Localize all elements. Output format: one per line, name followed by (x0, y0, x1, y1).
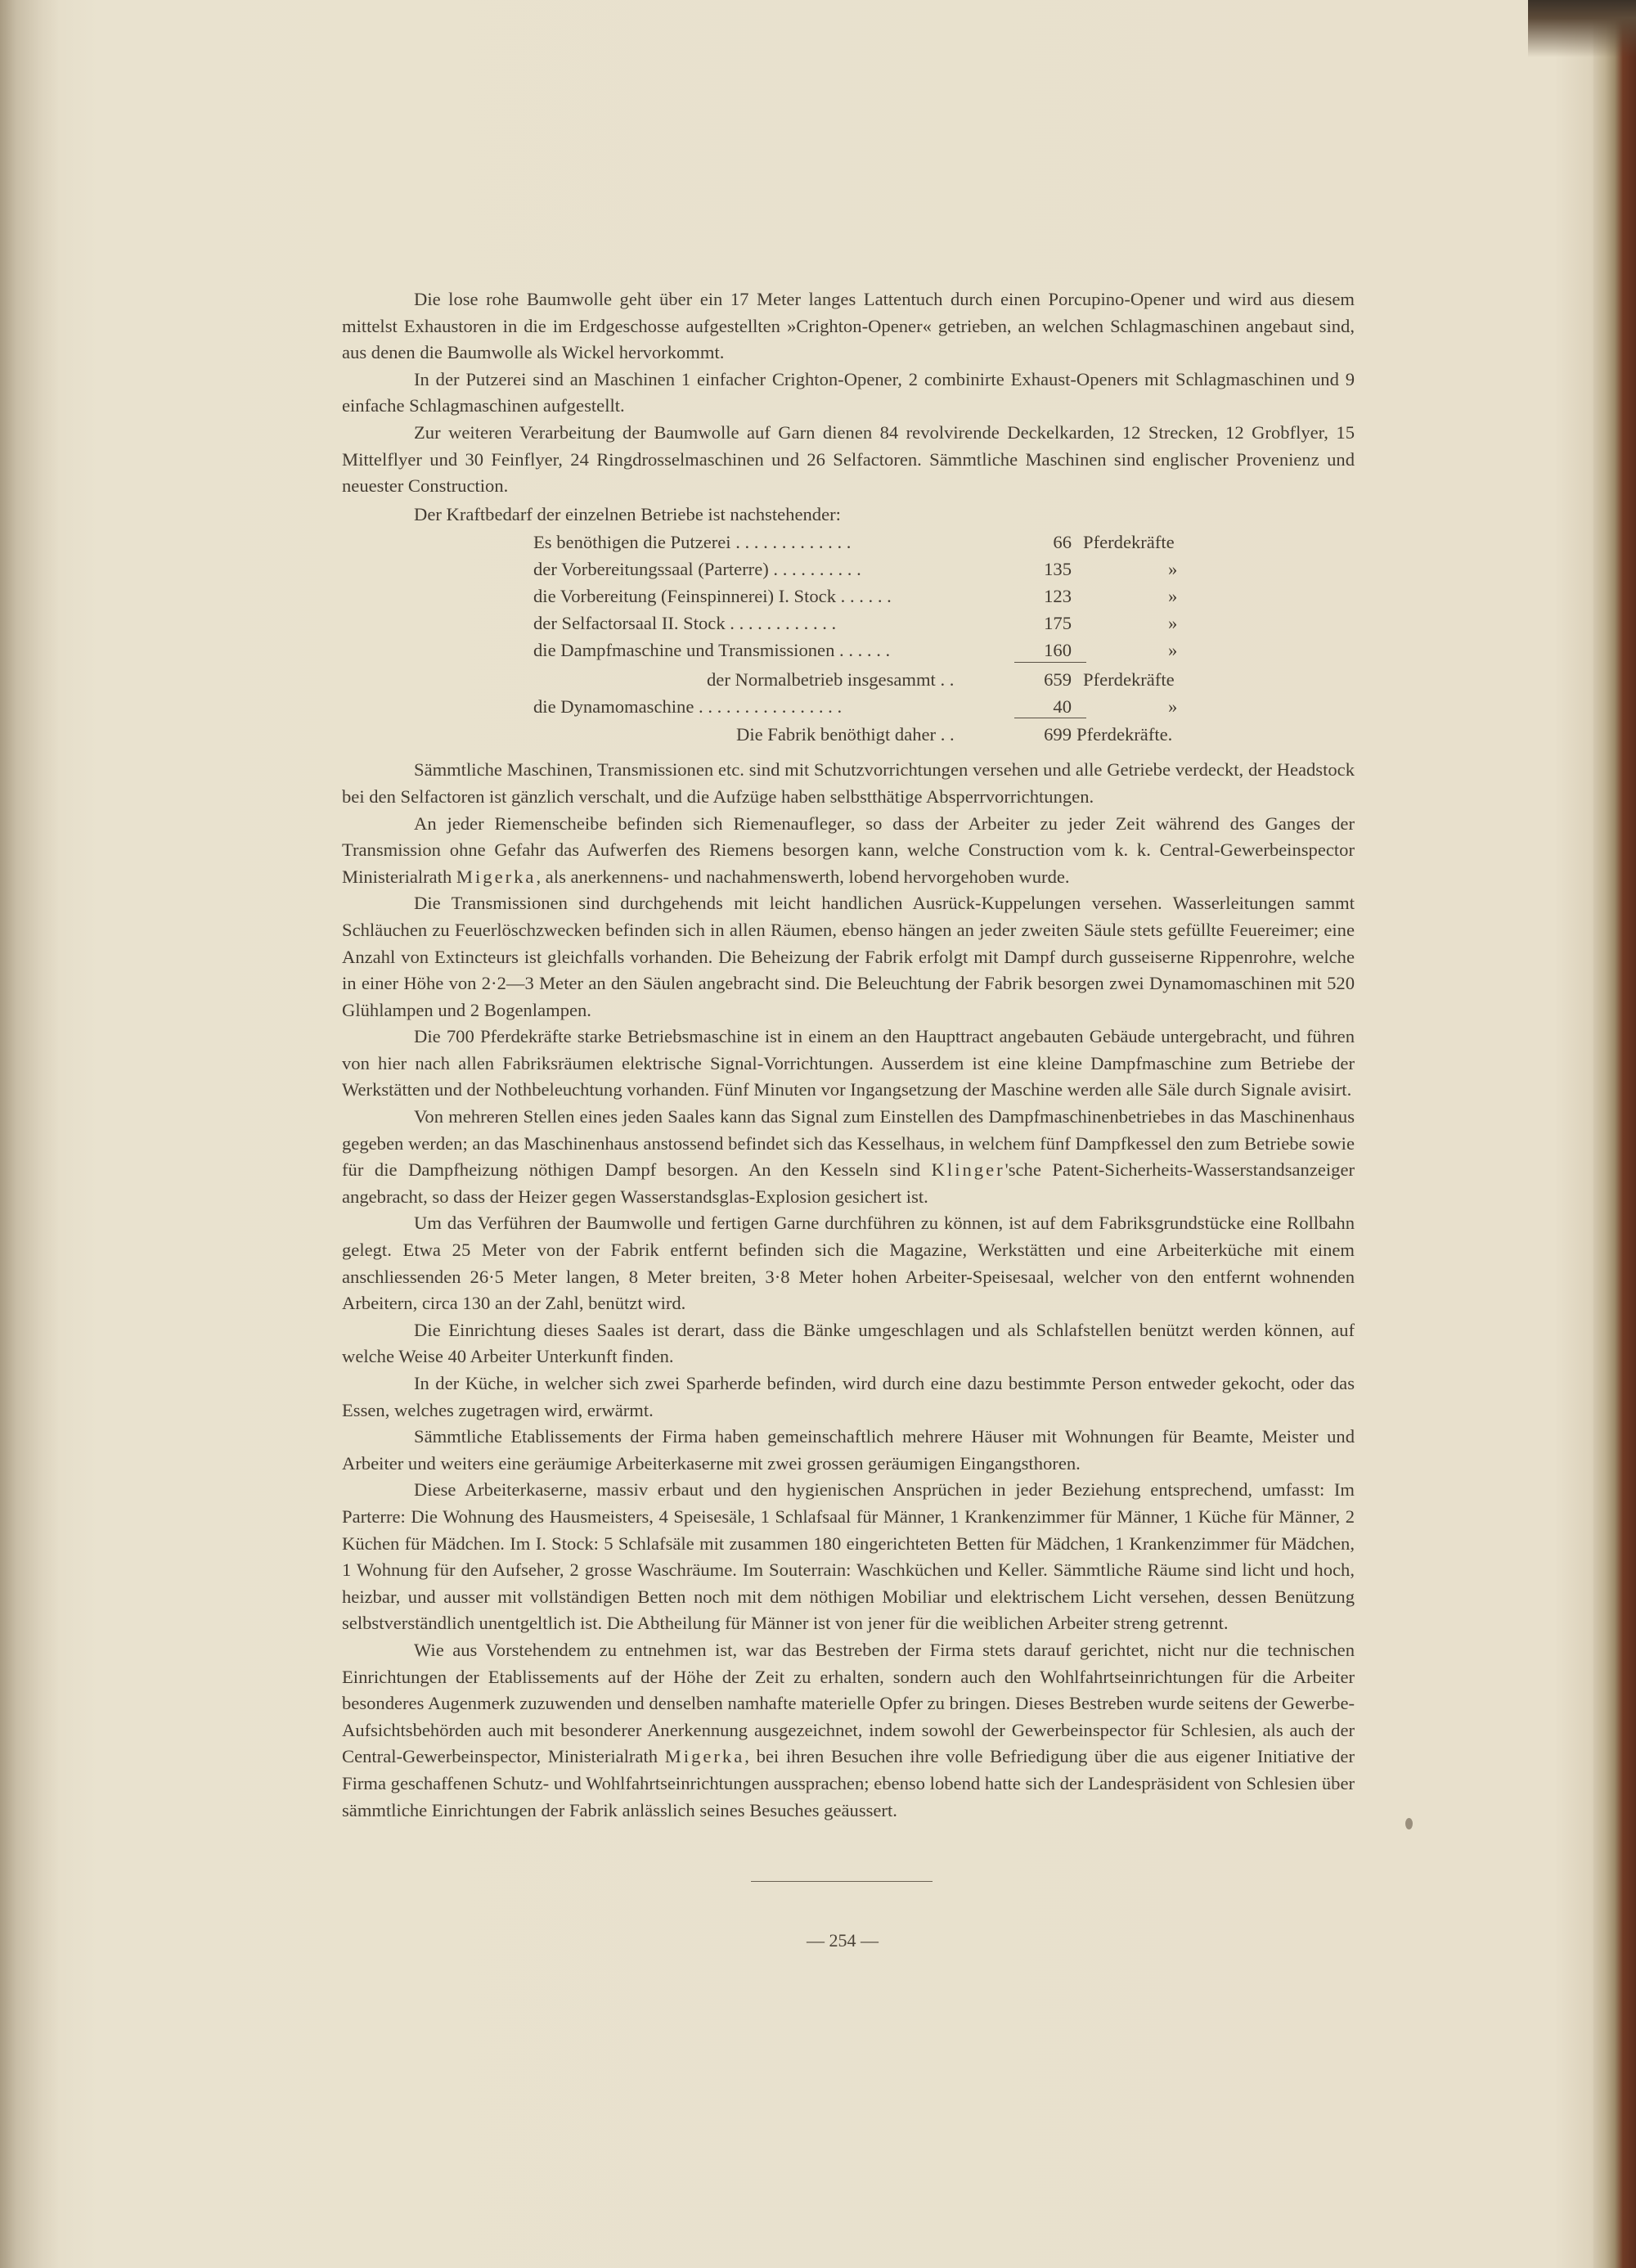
subtotal-rule (1014, 662, 1086, 663)
paragraph-belts: An jeder Riemenscheibe befinden sich Riemenaufleger, so dass der Arbeiter zu jeder Zeit während des Ganges der Transmission ohne Gefahr das Aufwerfen des Riemens besorgen kann, welche Construction vom k. k. Central-Gewerbeinspector Ministerialrath Migerka, als anerkennens- und nachahmenswerth, lobend hervorgehoben wurde. (342, 812, 1355, 887)
paragraph-transmissions: Die Transmissionen sind durchgehends mit leicht handlichen Ausrück-Kuppelungen versehen. Wasserleitungen sammt Schläuchen zu Feuerlöschzwecken befinden sich in allen Räumen, ebenso hängen an jeder zweiten Säule stets gefüllte Feuereimer; eine Anzahl von Extincteurs ist gleichfalls vorhanden. Die Beheizung der Fabrik erfolgt mit Dampf durch gusseiserne Rippenrohre, welche in einer Höhe von 2·2—3 Meter an den Säulen angebracht sind. Die Beleuchtung der Fabrik besorgen zwei Dynamomaschinen mit 520 Glühlampen und 2 Bogenlampen. (342, 893, 1355, 1020)
binding-gutter (0, 0, 59, 2268)
name-migerka-2: Migerka (664, 1746, 745, 1767)
name-migerka: Migerka (456, 866, 537, 887)
name-klinger: Klinger (931, 1159, 1005, 1181)
paragraph-putzerei: In der Putzerei sind an Maschinen 1 einfacher Crighton-Opener, 2 combinirte Exhaust-Openers mit Schlagmaschinen und 9 einfache Schlagmaschinen aufgestellt. (342, 368, 1355, 416)
power-intro: Der Kraftbedarf der einzelnen Betriebe ist nachstehender: (414, 503, 841, 524)
power-row: der Vorbereitungssaal (Parterre) . . . . . . . . . . 135 » (533, 559, 1178, 580)
power-total: Die Fabrik benöthigt daher . . 699 Pferdekräfte. (736, 724, 1173, 745)
paragraph-engine: Die 700 Pferdekräfte starke Betriebsmaschine ist in einem an den Haupttract angebauten Gebäude untergebracht, und führen von hier nach allen Fabriksräumen elektrische Signal-Vorrichtungen. Ausserdem ist eine kleine Dampfmaschine zum Betriebe der Werkstätten und der Nothbeleuchtung vorhanden. Fünf Minuten vor Ingangsetzung der Maschine werden alle Säle durch Signale avisirt. (342, 1026, 1355, 1100)
page-corner-shadow (1528, 0, 1636, 57)
paragraph-cotton-opener: Die lose rohe Baumwolle geht über ein 17 Meter langes Lattentuch durch einen Porcupino-Opener und wird aus diesem mittelst Exhaustoren in die im Erdgeschosse aufgestellten »Crighton-Opener« getrieben, an welchen Schlagmaschinen angebaut sind, aus denen die Baumwolle als Wickel hervorkommt. (342, 289, 1355, 363)
paragraph-barracks: Diese Arbeiterkaserne, massiv erbaut und den hygienischen Ansprüchen in jeder Beziehung entsprechend, umfasst: Im Parterre: Die Wohnung des Hausmeisters, 4 Speisesäle, 1 Schlafsaal für Männer, 1 Krankenzimmer für Männer, 1 Küche für Männer, 2 Küchen für Mädchen. Im I. Stock: 5 Schlafsäle mit zusammen 180 eingerichteten Betten für Mädchen, 1 Krankenzimmer für Mädchen, 1 Wohnung für den Aufseher, 2 grosse Waschräume. Im Souterrain: Waschküchen und Keller. Sämmtliche Räume sind licht und hoch, heizbar, und ausser mit vollständigen Betten noch mit dem nöthigen Mobiliar und elektrischem Licht versehen, dessen Benützung selbstverständlich unentgeltlich ist. Die Abtheilung für Männer ist von jener für die weiblichen Arbeiter streng getrennt. (342, 1479, 1355, 1634)
end-rule (751, 1881, 933, 1882)
paragraph-hall: Die Einrichtung dieses Saales ist derart, dass die Bänke umgeschlagen und als Schlafstellen benützt werden können, auf welche Weise 40 Arbeiter Unterkunft finden. (342, 1319, 1355, 1367)
paragraph-kitchen: In der Küche, in welcher sich zwei Sparherde befinden, wird durch eine dazu bestimmte Person entweder gekocht, oder das Essen, welches zugetragen wird, erwärmt. (342, 1373, 1355, 1420)
ink-smudge (1405, 1818, 1413, 1829)
paragraph-conclusion: Wie aus Vorstehendem zu entnehmen ist, war das Bestreben der Firma stets darauf gerichtet, nicht nur die technischen Einrichtungen der Etablissements auf der Höhe der Zeit zu erhalten, sondern auch den Wohlfahrtseinrichtungen für die Arbeiter besonderes Augenmerk zuzuwenden und denselben namhafte materielle Opfer zu bringen. Dieses Bestreben wurde seitens der Gewerbe-Aufsichtsbehörden auch mit besonderer Anerkennung ausgezeichnet, indem sowohl der Gewerbeinspector für Schlesien, als auch der Central-Gewerbeinspector, Ministerialrath Migerka, bei ihren Besuchen ihre volle Befriedigung über die aus eigener Initiative der Firma geschaffenen Schutz- und Wohlfahrtseinrichtungen aussprachen; ebenso lobend hatte sich der Landespräsident von Schlesien über sämmtliche Einrichtungen der Fabrik anlässlich seines Besuches geäussert. (342, 1639, 1355, 1820)
page-edge-right (1593, 0, 1636, 2268)
power-row: die Dampfmaschine und Transmissionen . . . . . . 160 » (533, 640, 1178, 661)
power-row: der Selfactorsaal II. Stock . . . . . . . . . . . . 175 » (533, 613, 1178, 634)
page-number: — 254 — (807, 1930, 879, 1951)
paragraph-machines: Zur weiteren Verarbeitung der Baumwolle auf Garn dienen 84 revolvirende Deckelkarden, 12 Strecken, 12 Grobflyer, 15 Mittelflyer und 30 Feinflyer, 24 Ringdrosselmaschinen und 26 Selfactoren. Sämmtliche Maschinen sind englischer Provenienz und neuester Construction. (342, 421, 1355, 497)
power-dynamo: die Dynamomaschine . . . . . . . . . . . . . . . . 40 » (533, 696, 1178, 718)
power-table (342, 528, 1355, 744)
power-subtotal: der Normalbetrieb insgesammt . . 659 Pferdekräfte (707, 669, 1175, 691)
power-row: die Vorbereitung (Feinspinnerei) I. Stock . . . . . . 123 » (533, 586, 1178, 607)
paragraph-signals: Von mehreren Stellen eines jeden Saales kann das Signal zum Einstellen des Dampfmaschinenbetriebes in das Maschinenhaus gegeben werden; an das Maschinenhaus anstossend befindet sich das Kesselhaus, in welchem fünf Dampfkessel den zum Betriebe sowie für die Dampfheizung nöthigen Dampf besorgen. An den Kesseln sind Klinger'sche Patent-Sicherheits-Wasserstandsanzeiger angebracht, so dass der Heizer gegen Wasserstandsglas-Explosion gesichert ist. (342, 1106, 1355, 1207)
power-row: Es benöthigen die Putzerei . . . . . . . . . . . . . 66 Pferdekräfte (533, 532, 1175, 553)
paragraph-housing: Sämmtliche Etablissements der Firma haben gemeinschaftlich mehrere Häuser mit Wohnungen für Beamte, Meister und Arbeiter und weiters eine geräumige Arbeiterkaserne mit zwei grossen geräumigen Eingangsthoren. (342, 1426, 1355, 1474)
body-text (342, 286, 1355, 1824)
paragraph-protection: Sämmtliche Maschinen, Transmissionen etc. sind mit Schutzvorrichtungen versehen und alle Getriebe verdeckt, der Headstock bei den Selfactoren ist gänzlich verschalt, und die Aufzüge haben selbstthätige Absperrvorrichtungen. (342, 759, 1355, 807)
paragraph-railway: Um das Verführen der Baumwolle und fertigen Garne durchführen zu können, ist auf dem Fabriksgrundstücke eine Rollbahn gelegt. Etwa 25 Meter von der Fabrik entfernt befinden sich die Magazine, Werkstätten und eine Arbeiterküche mit einem anschliessenden 26·5 Meter langen, 8 Meter breiten, 3·8 Meter hohen Arbeiter-Speisesaal, welcher von den entfernt wohnenden Arbeitern, circa 130 an der Zahl, benützt wird. (342, 1213, 1355, 1314)
